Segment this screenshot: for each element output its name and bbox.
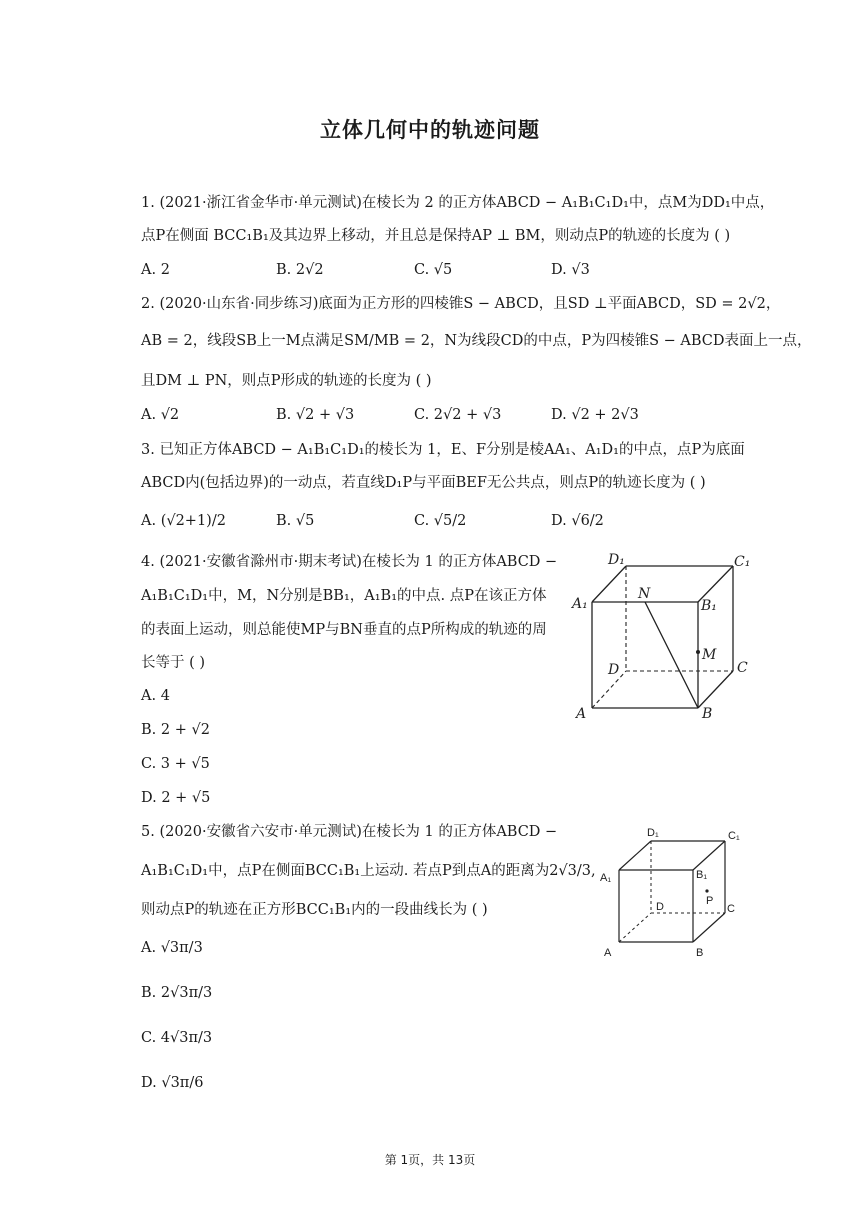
q4-edge-a1d1: [592, 566, 626, 602]
q1-option-d: D. √3: [551, 262, 590, 278]
q4-cube-figure: [570, 548, 760, 728]
q5-label-b: B: [696, 947, 704, 959]
q4-segment-nb: [645, 602, 698, 708]
q3-option-c: C. √5/2: [414, 513, 467, 529]
q5-edge-b1c1: [693, 841, 725, 870]
q1-line-1: 1. (2021·浙江省金华市·单元测试)在棱长为 2 的正方体ABCD − A₁B₁C₁D₁中，点M为DD₁中点，: [141, 195, 775, 211]
q4-line-2: A₁B₁C₁D₁中，M，N分别是BB₁，A₁B₁的中点. 点P在该正方体: [141, 588, 547, 604]
q4-label-n: N: [638, 586, 651, 602]
q1-line-2: 点P在侧面 BCC₁B₁及其边界上移动，并且总是保持AP ⊥ BM，则动点P的轨迹的长度为 ( ): [141, 228, 731, 244]
q3-option-b: B. √5: [276, 513, 315, 529]
q3-line-1: 3. 已知正方体ABCD − A₁B₁C₁D₁的棱长为 1，E、F分别是棱AA₁、A₁D₁的中点，点P为底面: [141, 442, 745, 458]
q5-option-d: D. √3π/6: [141, 1075, 204, 1091]
q4-option-a: A. 4: [141, 688, 170, 704]
q5-label-d: D: [656, 901, 664, 913]
q5-label-a1: A₁: [600, 872, 612, 884]
q5-label-b1: B₁: [696, 869, 708, 881]
q4-label-b: B: [702, 706, 713, 722]
q4-label-a1: A₁: [572, 596, 588, 612]
q1-option-b: B. 2√2: [276, 262, 324, 278]
q5-option-a: A. √3π/3: [141, 940, 203, 956]
q4-option-c: C. 3 + √5: [141, 756, 210, 772]
q4-point-m: [696, 650, 700, 654]
q5-line-1: 5. (2020·安徽省六安市·单元测试)在棱长为 1 的正方体ABCD −: [141, 824, 558, 840]
q4-line-4: 长等于 ( ): [141, 655, 206, 671]
q4-label-d1: D₁: [608, 552, 625, 568]
q4-label-c1: C₁: [734, 554, 751, 570]
q4-edge-bc: [698, 671, 733, 708]
q3-option-d: D. √6/2: [551, 513, 604, 529]
q2-option-c: C. 2√2 + √3: [414, 407, 502, 423]
q4-label-d: D: [608, 662, 620, 678]
q5-cube-figure: [598, 822, 768, 967]
q5-edge-ad: [619, 913, 651, 942]
q5-label-p: P: [706, 895, 714, 907]
q4-line-1: 4. (2021·安徽省滁州市·期末考试)在棱长为 1 的正方体ABCD −: [141, 554, 558, 570]
q5-label-c1: C₁: [728, 830, 740, 842]
q5-option-b: B. 2√3π/3: [141, 985, 213, 1001]
q4-label-m: M: [702, 647, 717, 663]
q4-option-b: B. 2 + √2: [141, 722, 210, 738]
q3-line-2: ABCD内(包括边界)的一动点，若直线D₁P与平面BEF无公共点，则点P的轨迹长度为 ( ): [141, 475, 706, 491]
q1-option-a: A. 2: [141, 262, 170, 278]
page-footer: 第 1页，共 13页: [384, 1153, 476, 1167]
q2-option-b: B. √2 + √3: [276, 407, 355, 423]
q5-label-a: A: [604, 947, 612, 959]
q4-option-d: D. 2 + √5: [141, 790, 211, 806]
q5-label-d1: D₁: [647, 827, 659, 839]
page-title: 立体几何中的轨迹问题: [320, 118, 540, 142]
q2-line-1: 2. (2020·山东省·同步练习)底面为正方形的四棱锥S − ABCD，且SD ⊥平面ABCD，SD = 2√2，: [141, 296, 781, 312]
q5-edge-bc: [693, 913, 725, 942]
q5-line-2: A₁B₁C₁D₁中，点P在侧面BCC₁B₁上运动. 若点P到点A的距离为2√3/3,: [141, 863, 596, 879]
q4-edge-b1c1: [698, 566, 733, 602]
q4-line-3: 的表面上运动，则总能使MP与BN垂直的点P所构成的轨迹的周: [141, 622, 547, 638]
q2-option-d: D. √2 + 2√3: [551, 407, 639, 423]
q2-line-2: AB = 2，线段SB上一M点满足SM/MB = 2，N为线段CD的中点，P为四棱锥S − ABCD表面上一点，: [141, 333, 812, 349]
q5-option-c: C. 4√3π/3: [141, 1030, 213, 1046]
q4-label-b1: B₁: [701, 598, 717, 614]
q4-label-c: C: [737, 660, 748, 676]
q2-option-a: A. √2: [141, 407, 180, 423]
q5-line-3: 则动点P的轨迹在正方形BCC₁B₁内的一段曲线长为 ( ): [141, 902, 488, 918]
q5-label-c: C: [727, 903, 735, 915]
q1-option-c: C. √5: [414, 262, 453, 278]
q5-edge-a1d1: [619, 841, 651, 870]
q5-point-p: [705, 889, 708, 892]
q3-option-a: A. (√2+1)/2: [141, 513, 226, 529]
q4-label-a: A: [576, 706, 587, 722]
q2-line-3: 且DM ⊥ PN，则点P形成的轨迹的长度为 ( ): [141, 373, 432, 389]
